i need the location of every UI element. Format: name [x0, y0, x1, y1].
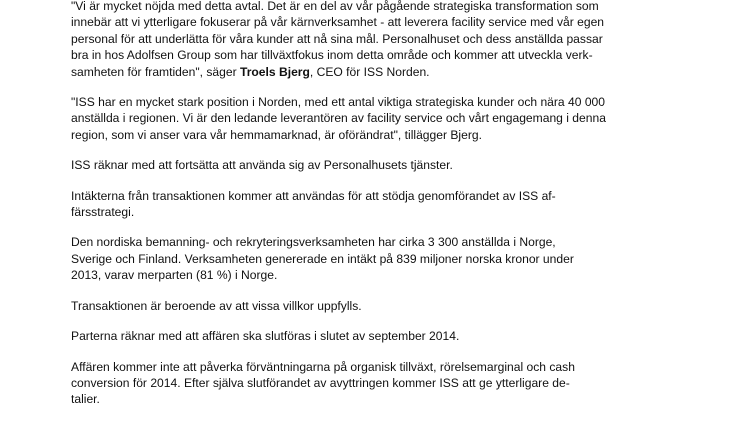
text-line	[71, 127, 671, 143]
text-segment: Sverige och Finland. Verksamheten genererade en intäkt på 839 miljoner norska kronor under	[71, 251, 574, 266]
text-line	[71, 298, 671, 314]
text-segment: conversion för 2014. Efter själva slutförandet av avyttringen kommer ISS att ge ytterligare de-	[71, 375, 570, 390]
text-segment: 2013, varav merparten (81 %) i Norge.	[71, 268, 278, 283]
text-line	[71, 157, 671, 173]
text-segment: talier.	[71, 392, 100, 407]
paragraph	[71, 157, 671, 173]
text-line	[71, 267, 671, 283]
paragraph	[71, 0, 671, 80]
text-segment: anställda i regionen. Vi är den ledande leverantören av facility service och vårt engagemang i denna	[71, 111, 606, 126]
text-segment: samheten för framtiden", säger	[71, 64, 240, 79]
text-segment: innebär att vi ytterligare fokuserar på vår kärnverksamhet - att leverera facility service med vår egen	[71, 15, 605, 30]
text-line	[71, 359, 671, 375]
text-line	[71, 234, 671, 250]
paragraph	[71, 328, 671, 344]
text-line	[71, 375, 671, 391]
text-segment: region, som vi anser vara vår hemmamarknad, är oförändrat", tillägger Bjerg.	[71, 127, 482, 142]
paragraph	[71, 94, 671, 143]
text-segment: ISS räknar med att fortsätta att använda sig av Personalhusets tjänster.	[71, 158, 453, 173]
text-line	[71, 328, 671, 344]
text-segment: "Vi är mycket nöjda med detta avtal. Det är en del av vår pågående strategiska transformation som	[71, 0, 599, 13]
text-line	[71, 14, 671, 30]
press-release-body	[71, 0, 671, 422]
text-segment: Parterna räknar med att affären ska slutföras i slutet av september 2014.	[71, 329, 460, 344]
text-segment: Transaktionen är beroende av att vissa villkor uppfylls.	[71, 298, 362, 313]
text-line	[71, 64, 671, 80]
text-line	[71, 204, 671, 220]
text-line	[71, 188, 671, 204]
text-line	[71, 0, 671, 14]
text-segment: , CEO för ISS Norden.	[309, 64, 430, 79]
text-line	[71, 94, 671, 110]
text-line	[71, 391, 671, 407]
text-segment: Affären kommer inte att påverka förväntningarna på organisk tillväxt, rörelsemarginal och cash	[71, 359, 575, 374]
text-segment: Intäkterna från transaktionen kommer att användas för att stödja genomförandet av ISS af-	[71, 188, 556, 203]
person-name: Troels Bjerg	[239, 64, 310, 79]
paragraph	[71, 298, 671, 314]
text-segment: "ISS har en mycket stark position i Norden, med ett antal viktiga strategiska kunder och nära 40 000	[71, 95, 606, 110]
text-segment: bra in hos Adolfsen Group som har tillväxtfokus inom detta område och kommer att utveckla verk-	[71, 48, 593, 63]
text-segment: Den nordiska bemanning- och rekryteringsverksamheten har cirka 3 300 anställda i Norge,	[71, 235, 556, 250]
text-line	[71, 47, 671, 63]
paragraph	[71, 359, 671, 408]
paragraph	[71, 234, 671, 283]
paragraph	[71, 188, 671, 221]
text-line	[71, 251, 671, 267]
text-segment: färsstrategi.	[71, 205, 135, 220]
text-line	[71, 31, 671, 47]
text-line	[71, 110, 671, 126]
text-segment: personal för att underlätta för våra kunder att nå sina mål. Personalhuset och dess anställda passar	[71, 31, 603, 46]
